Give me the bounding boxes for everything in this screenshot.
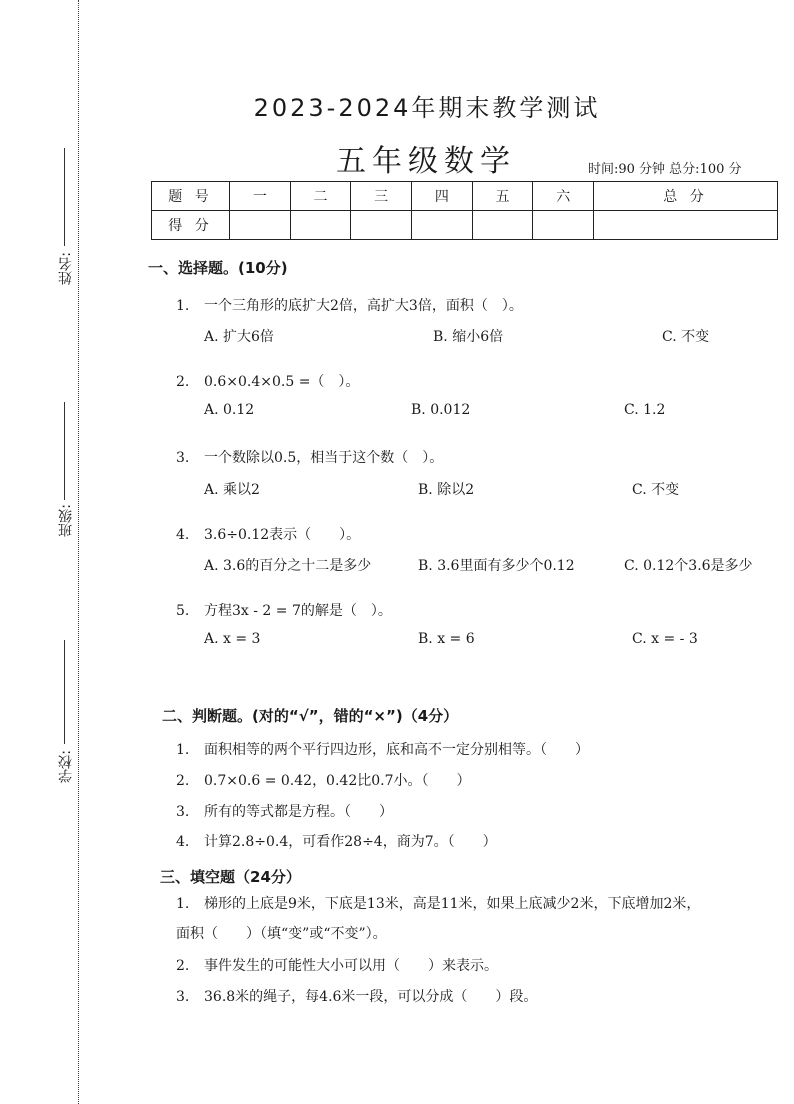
section3-title: 三、填空题（24分） <box>160 868 301 886</box>
option-a: A. 3.6的百分之十二是多少 <box>204 558 372 574</box>
judge-question-2: 2. 0.7×0.6 = 0.42，0.42比0.7小。（ ） <box>176 773 471 789</box>
fill-question-2: 2. 事件发生的可能性大小可以用（ ）来表示。 <box>176 958 498 974</box>
choice-question-5: 5. 方程3x - 2 = 7的解是（ ）。 <box>176 603 392 619</box>
choice-question-2: 2. 0.6×0.4×0.5 =（ ）。 <box>176 374 360 390</box>
binding-dotted-line <box>78 0 79 1104</box>
score-row-label: 得 分 <box>152 211 230 240</box>
time-info: 时间:90 分钟 总分:100 分 <box>588 162 742 177</box>
score-cell[interactable] <box>290 211 351 240</box>
option-c: C. 不变 <box>662 329 710 345</box>
choice-question-4: 4. 3.6÷0.12表示（ ）。 <box>176 527 361 543</box>
exam-subtitle: 五年级数学 <box>336 144 516 179</box>
score-table <box>151 181 778 240</box>
choice-question-1: 1. 一个三角形的底扩大2倍，高扩大3倍，面积（ ）。 <box>176 298 523 314</box>
judge-question-1: 1. 面积相等的两个平行四边形，底和高不一定分别相等。（ ） <box>176 742 589 758</box>
score-table-header-row <box>152 182 778 211</box>
fill-question-1: 1. 梯形的上底是9米，下底是13米，高是11米，如果上底减少2米，下底增加2米， <box>176 896 701 912</box>
option-b: B. 除以2 <box>418 482 475 498</box>
option-b: B. 缩小6倍 <box>433 329 504 345</box>
score-cell[interactable] <box>594 211 778 240</box>
school-blank-line <box>64 640 65 744</box>
choice-question-3: 3. 一个数除以0.5，相当于这个数（ ）。 <box>176 450 444 466</box>
option-b: B. 3.6里面有多少个0.12 <box>418 558 575 574</box>
option-a: A. 扩大6倍 <box>204 329 274 345</box>
school-label: 学校: <box>58 750 74 783</box>
score-table-header-cell: 一 <box>230 182 291 211</box>
score-cell[interactable] <box>472 211 533 240</box>
option-b: B. x = 6 <box>418 631 475 647</box>
name-blank-line <box>64 148 65 246</box>
section2-title: 二、判断题。(对的“√”，错的“×”)（4分） <box>162 707 459 725</box>
class-label: 班级: <box>58 504 74 537</box>
score-table-header-cell: 题 号 <box>152 182 230 211</box>
fill-question-3: 3. 36.8米的绳子，每4.6米一段，可以分成（ ）段。 <box>176 989 538 1005</box>
judge-question-3: 3. 所有的等式都是方程。（ ） <box>176 804 393 820</box>
option-c: C. 0.12个3.6是多少 <box>624 558 753 574</box>
option-c: C. 1.2 <box>624 402 666 418</box>
option-a: A. 乘以2 <box>204 482 260 498</box>
option-a: A. x = 3 <box>204 631 261 647</box>
score-cell[interactable] <box>351 211 412 240</box>
score-cell[interactable] <box>533 211 594 240</box>
option-a: A. 0.12 <box>204 402 255 418</box>
option-b: B. 0.012 <box>411 402 471 418</box>
score-table-header-cell: 五 <box>472 182 533 211</box>
class-blank-line <box>64 402 65 500</box>
judge-question-4: 4. 计算2.8÷0.4，可看作28÷4，商为7。（ ） <box>176 834 497 850</box>
score-table-header-cell: 三 <box>351 182 412 211</box>
exam-title: 2023-2024年期末教学测试 <box>253 94 601 122</box>
score-cell[interactable] <box>412 211 473 240</box>
option-c: C. 不变 <box>632 482 680 498</box>
section1-title: 一、选择题。(10分) <box>148 259 288 277</box>
score-table-header-cell: 总 分 <box>594 182 778 211</box>
fill-question-1-continuation: 面积（ ）（填“变”或“不变”）。 <box>176 926 387 942</box>
score-table-header-cell: 二 <box>290 182 351 211</box>
score-table-header-cell: 六 <box>533 182 594 211</box>
name-label: 姓名: <box>58 252 74 285</box>
score-table-score-row <box>152 211 778 240</box>
option-c: C. x = - 3 <box>632 631 698 647</box>
score-table-header-cell: 四 <box>412 182 473 211</box>
score-cell[interactable] <box>230 211 291 240</box>
